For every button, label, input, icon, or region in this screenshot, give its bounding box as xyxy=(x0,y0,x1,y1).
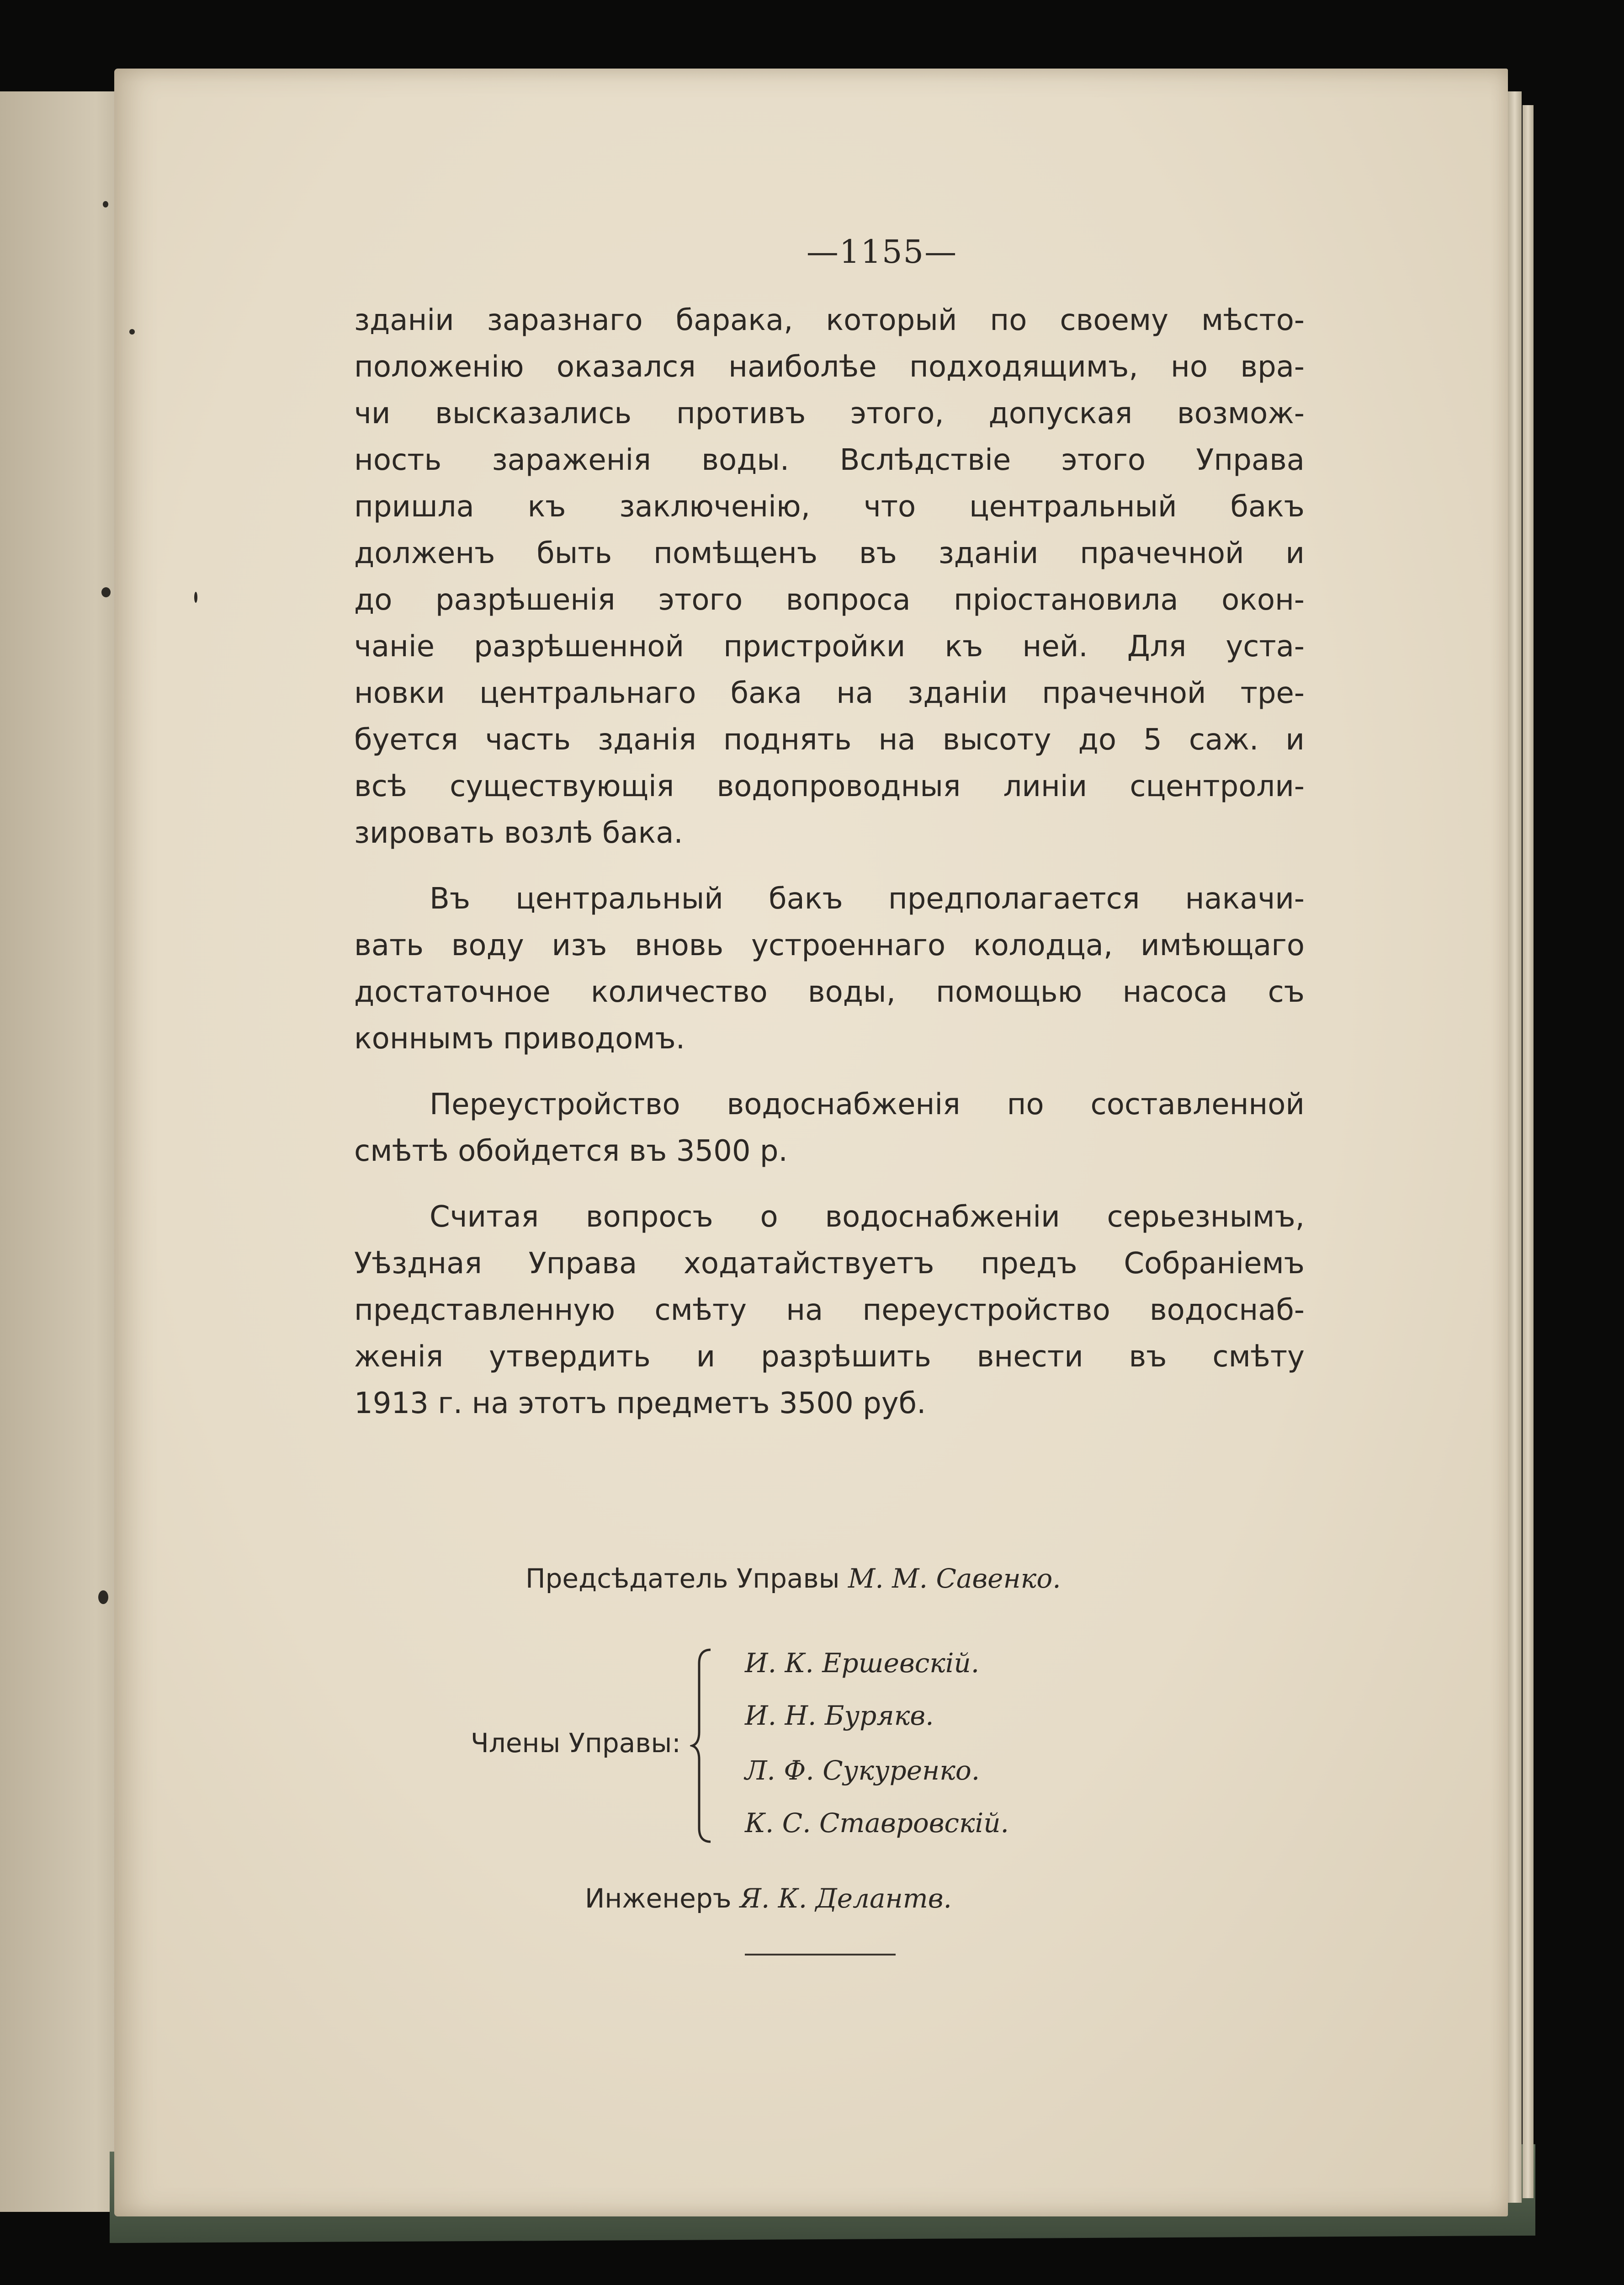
member-name: И. Н. Бурякв. xyxy=(745,1700,934,1731)
text-line: Переустройство водоснабженія по составленной xyxy=(430,1088,1305,1121)
text-line: чаніе разрѣшенной пристройки къ ней. Для уста- xyxy=(354,630,1305,664)
text-line: Въ центральный бакъ предполагается накачи- xyxy=(430,882,1305,916)
text-line: смѣтѣ обойдется въ 3500 р. xyxy=(354,1134,788,1168)
paragraph xyxy=(354,1081,1305,1174)
text-line: новки центральнаго бака на зданіи прачечной тре- xyxy=(354,676,1305,710)
engineer-name: Я. К. Делантв. xyxy=(740,1883,952,1914)
text-line: зировать возлѣ бака. xyxy=(354,816,683,850)
text-line: зданіи заразнаго барака, который по своему мѣсто- xyxy=(354,303,1305,337)
text-line: представленную смѣту на переустройство водоснаб- xyxy=(354,1293,1305,1327)
text-line: буется часть зданія поднять на высоту до 5 саж. и xyxy=(354,723,1305,757)
margin-mark xyxy=(103,201,108,207)
margin-mark xyxy=(98,1590,108,1604)
member-name: К. С. Ставровскій. xyxy=(745,1807,1009,1839)
engineer-signature xyxy=(585,1883,1624,1914)
margin-mark xyxy=(101,587,111,597)
chairman-signature xyxy=(525,1563,1302,1594)
engineer-title: Инженеръ xyxy=(585,1883,732,1914)
text-line: всѣ существующія водопроводныя линіи сцентроли- xyxy=(354,770,1305,803)
paragraph xyxy=(354,297,1305,856)
text-line: Уѣздная Управа ходатайствуетъ предъ Собраніемъ xyxy=(354,1247,1305,1281)
paragraph xyxy=(354,876,1305,1062)
curly-brace-icon xyxy=(690,1645,717,1846)
margin-mark xyxy=(129,329,135,335)
paragraph xyxy=(354,1194,1305,1427)
book-page xyxy=(114,69,1508,2216)
text-line: коннымъ приводомъ. xyxy=(354,1022,685,1056)
text-line: 1913 г. на этотъ предметъ 3500 руб. xyxy=(354,1387,926,1420)
text-line: до разрѣшенія этого вопроса пріостановила окон- xyxy=(354,583,1305,617)
member-name: И. К. Ершевскій. xyxy=(745,1647,980,1679)
page-number: —1155— xyxy=(806,233,958,271)
text-line: вать воду изъ вновь устроеннаго колодца, имѣющаго xyxy=(354,929,1305,962)
text-line: ность зараженія воды. Вслѣдствіе этого Управа xyxy=(354,443,1305,477)
text-line: чи высказались противъ этого, допуская возмож- xyxy=(354,397,1305,430)
text-line: достаточное количество воды, помощью насоса съ xyxy=(354,975,1305,1009)
chairman-name: М. М. Савенко. xyxy=(848,1563,1061,1594)
margin-mark xyxy=(194,592,197,603)
member-name: Л. Ф. Сукуренко. xyxy=(745,1755,980,1786)
body-text xyxy=(354,297,1305,1427)
end-rule xyxy=(745,1954,896,1956)
text-line: Считая вопросъ о водоснабженіи серьезнымъ, xyxy=(430,1200,1305,1234)
text-line: пришла къ заключенію, что центральный бакъ xyxy=(354,490,1305,524)
text-line: женія утвердить и разрѣшить внести въ смѣту xyxy=(354,1340,1305,1374)
chairman-title: Предсѣдатель Управы xyxy=(525,1563,840,1594)
members-label: Члены Управы: xyxy=(471,1727,681,1759)
text-line: положенію оказался наиболѣе подходящимъ, но вра- xyxy=(354,350,1305,384)
text-line: долженъ быть помѣщенъ въ зданіи прачечной и xyxy=(354,537,1305,570)
